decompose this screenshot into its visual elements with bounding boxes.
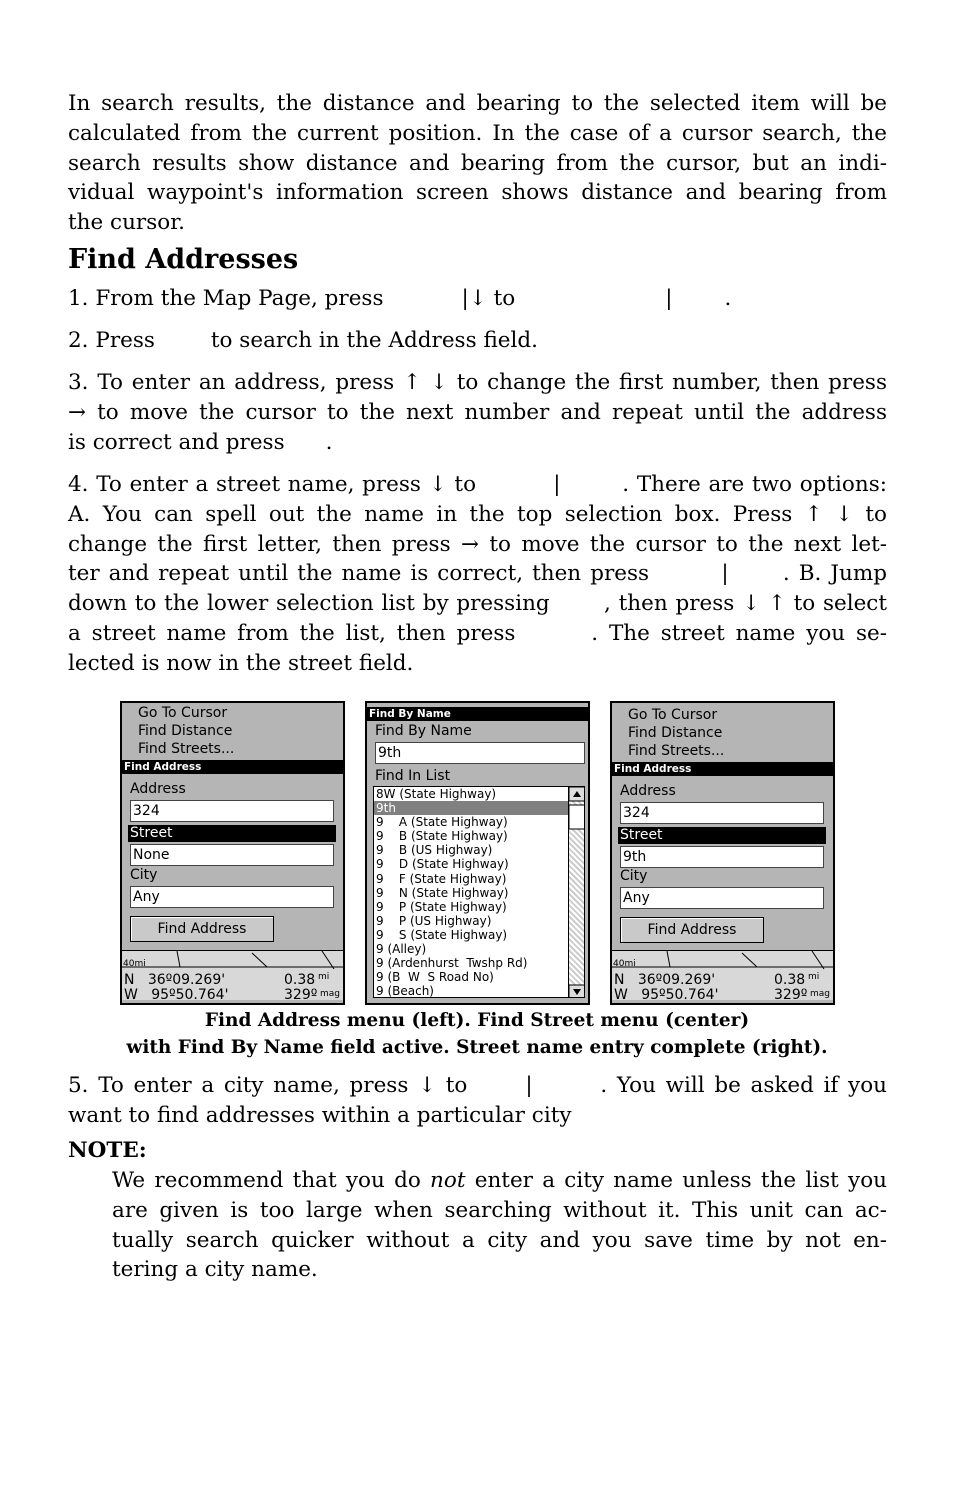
distance-unit: mi: [318, 972, 330, 982]
distance: 0.38: [774, 972, 806, 988]
latitude: N 36º09.269': [124, 972, 226, 988]
dialog-title-bar: Find Address: [612, 762, 833, 776]
step-1-text: 1. From the Map Page, press: [68, 286, 384, 311]
step-1-key: |↓ to: [461, 286, 516, 311]
map-strip: [122, 950, 343, 1003]
bearing-unit: mag: [810, 989, 830, 999]
find-address-screen-left: [120, 701, 345, 1005]
list-item[interactable]: 9 F (State Highway): [376, 871, 507, 886]
dialog-title-bar: Find By Name: [367, 707, 588, 721]
map-strip: [612, 950, 833, 1003]
text-line: 3. To enter an address, press ↑ ↓ to change the first number, then press: [68, 370, 887, 395]
list-item[interactable]: 9 (Ardenhurst Twshp Rd): [376, 956, 528, 971]
intro-paragraph: [68, 89, 887, 238]
list-item[interactable]: 9 A (State Highway): [376, 815, 508, 830]
text-line: are given is too large when searching without it. This unit can ac-: [112, 1197, 887, 1223]
address-field[interactable]: 324: [130, 800, 334, 822]
figure-caption-line: with Find By Name field active. Street name entry complete (right).: [126, 1037, 828, 1058]
zoom-level: 40mi: [613, 959, 636, 969]
find-address-button[interactable]: Find Address: [620, 917, 764, 943]
street-field[interactable]: 9th: [620, 846, 824, 868]
step-5: [68, 1071, 887, 1131]
zoom-level: 40mi: [123, 959, 146, 969]
note-heading: NOTE:: [68, 1138, 147, 1163]
list-item-selected[interactable]: 9th: [374, 801, 584, 815]
list-item[interactable]: 8W (State Highway): [376, 787, 497, 801]
list-item[interactable]: 9 (Alley): [376, 942, 427, 957]
list-scrollbar[interactable]: [568, 787, 584, 997]
text-line: → to move the cursor to the next number and repeat until the address: [68, 399, 887, 425]
note-body: [112, 1166, 887, 1285]
text-line: [112, 1166, 887, 1196]
step-2: [68, 326, 887, 356]
step-1-end: .: [724, 286, 732, 311]
menu-item-find-streets[interactable]: Find Streets...: [138, 741, 235, 757]
address-field[interactable]: 324: [620, 802, 824, 824]
bearing: 329º: [284, 987, 318, 1003]
find-by-name-screen-center: [365, 701, 590, 1005]
figure-caption-line: Find Address menu (left). Find Street menu (center): [204, 1010, 750, 1031]
note-emphasis: not: [430, 1168, 466, 1193]
list-item[interactable]: 9 P (US Highway): [376, 913, 492, 928]
menu-item-find-distance[interactable]: Find Distance: [628, 725, 723, 741]
text-line: In search results, the distance and bearing to the selected item will be: [68, 91, 887, 116]
distance-unit: mi: [808, 972, 820, 982]
text-line: search results show distance and bearing from the cursor, but an indi-: [68, 150, 887, 176]
distance: 0.38: [284, 972, 316, 988]
list-item[interactable]: 9 S (State Highway): [376, 927, 508, 942]
menu-item-find-distance[interactable]: Find Distance: [138, 723, 233, 739]
list-item[interactable]: 9 D (State Highway): [376, 857, 509, 872]
step-4: [68, 470, 887, 679]
text-line: calculated from the current position. In the case of a cursor search, the: [68, 120, 887, 146]
text-line: 5. To enter a city name, press ↓ to | . You will be asked if you: [68, 1073, 887, 1098]
map-lines: [612, 951, 835, 973]
address-label: Address: [130, 781, 186, 797]
map-lines: [122, 951, 345, 973]
menu-item-go-to-cursor[interactable]: Go To Cursor: [628, 707, 718, 723]
list-item[interactable]: 9 P (State Highway): [376, 899, 507, 914]
street-field[interactable]: None: [130, 844, 334, 866]
text-line: a street name from the list, then press . The street name you se-: [68, 620, 887, 646]
text-line: is correct and press .: [68, 429, 333, 455]
text-line: want to find addresses within a particular city: [68, 1102, 572, 1128]
list-item[interactable]: 9 B (State Highway): [376, 829, 508, 844]
latitude: N 36º09.269': [614, 972, 716, 988]
bearing: 329º: [774, 987, 808, 1003]
address-label: Address: [620, 783, 676, 799]
step-1: [68, 284, 887, 314]
text-line: tually search quicker without a city and you save time by not en-: [112, 1227, 887, 1253]
text-line: tering a city name.: [112, 1257, 318, 1283]
text-line: 4. To enter a street name, press ↓ to | . There are two options:: [68, 472, 887, 497]
text-line: lected is now in the street field.: [68, 650, 414, 676]
step-1-sep: |: [665, 286, 673, 311]
text-line: vidual waypoint's information screen shows distance and bearing from: [68, 180, 887, 206]
menu-item-go-to-cursor[interactable]: Go To Cursor: [138, 705, 228, 721]
step-2-text: 2. Press: [68, 328, 155, 353]
text-line: the cursor.: [68, 210, 185, 236]
bearing-unit: mag: [320, 989, 340, 999]
text-line: ter and repeat until the name is correct, then press | . B. Jump: [68, 561, 887, 587]
find-by-name-field[interactable]: 9th: [375, 742, 585, 764]
text-line: A. You can spell out the name in the top selection box. Press ↑ ↓ to: [68, 501, 887, 527]
street-list[interactable]: [373, 786, 585, 998]
text-line: change the first letter, then press → to move the cursor to the next let-: [68, 531, 887, 557]
city-field[interactable]: Any: [130, 886, 334, 908]
note-text: enter a city name unless the list you: [465, 1168, 887, 1193]
city-label: City: [620, 868, 648, 884]
longitude: W 95º50.764': [124, 987, 229, 1003]
note-text: We recommend that you do: [112, 1168, 431, 1193]
dialog-title-bar: Find Address: [122, 760, 343, 774]
step-2-text-b: to search in the Address field.: [210, 328, 538, 353]
text-line: down to the lower selection list by pressing , then press ↓ ↑ to select: [68, 591, 887, 617]
find-by-name-label: Find By Name: [375, 723, 472, 739]
list-item[interactable]: 9 B (US Highway): [376, 843, 493, 858]
section-heading: Find Addresses: [68, 244, 299, 275]
longitude: W 95º50.764': [614, 987, 719, 1003]
list-item[interactable]: 9 (Beach): [376, 984, 434, 998]
street-label-selected: Street: [128, 825, 336, 842]
city-label: City: [130, 867, 158, 883]
city-field[interactable]: Any: [620, 887, 824, 909]
scroll-arrows: [569, 787, 585, 998]
menu-item-find-streets[interactable]: Find Streets...: [628, 743, 725, 759]
step-3: [68, 368, 887, 457]
list-item[interactable]: 9 N (State Highway): [376, 885, 509, 900]
street-label-selected: Street: [618, 827, 826, 844]
find-in-list-label: Find In List: [375, 768, 451, 784]
find-address-button[interactable]: Find Address: [130, 916, 274, 942]
list-item[interactable]: 9 (B W S Road No): [376, 970, 494, 985]
find-address-screen-right: [610, 701, 835, 1005]
